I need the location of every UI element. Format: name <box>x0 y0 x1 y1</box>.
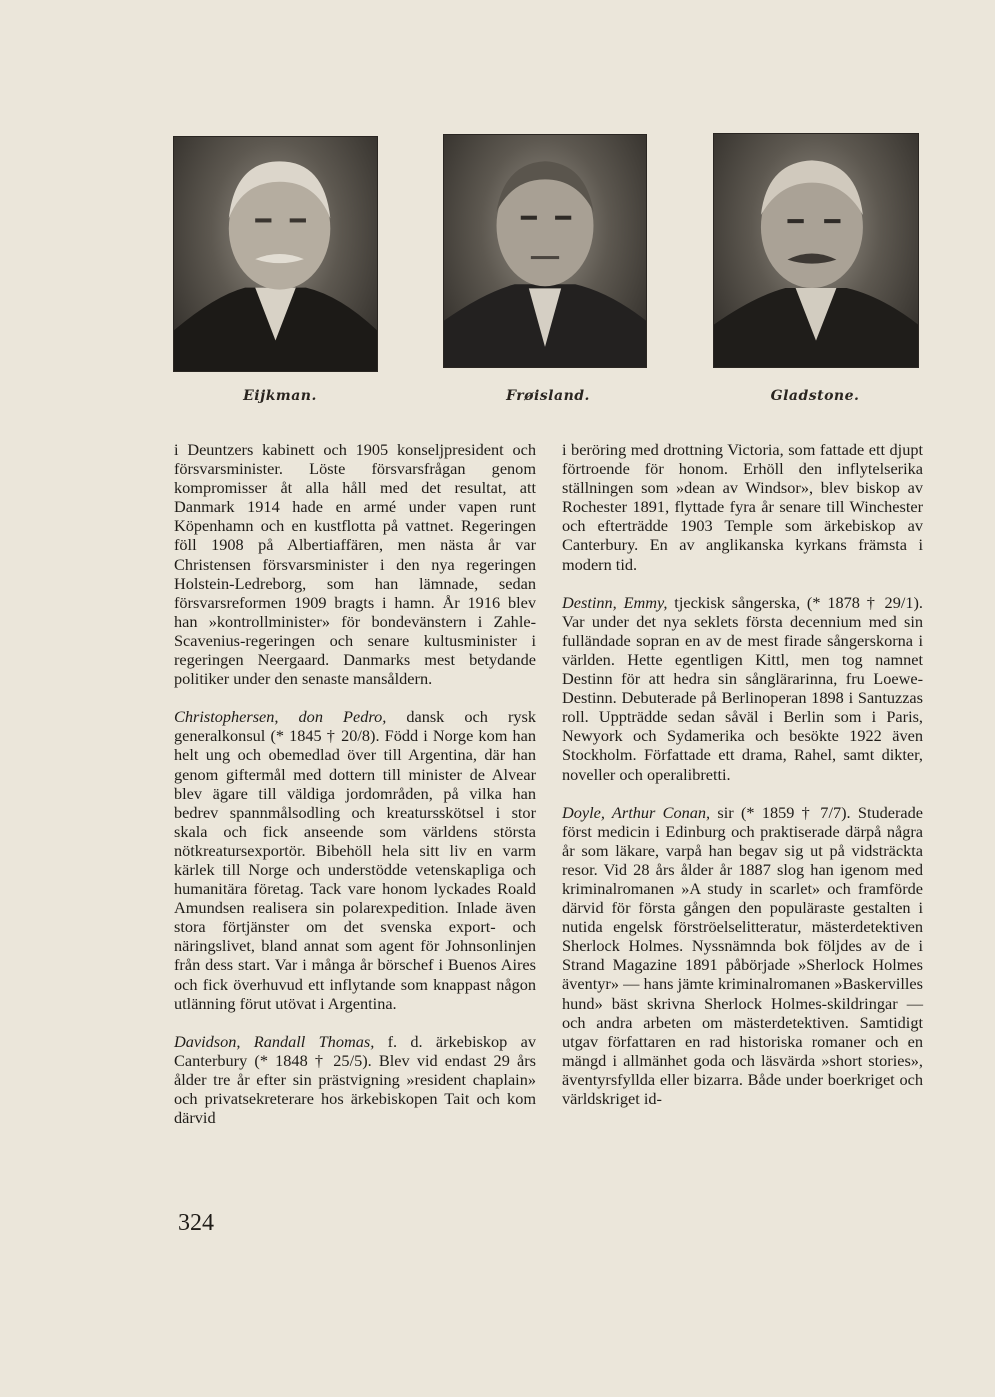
entry-heading: Doyle, Arthur Conan, <box>562 802 711 822</box>
caption-froisland: Frøisland. <box>506 388 590 404</box>
entry-body: sir (* 1859 † 7/7). Studerade först medicin i Edinburg och praktiserade därpå några år som läkare, varpå han begav sig ut på vidsträckta resor. Vid 28 års ålder år 1887 slog han igenom med kriminalromanen »A study in scarlet» och framförde därvid för första gången den populäraste gestalten i nutida engelsk förströelselitteratur, mästerdetektiven Sherlock Holmes. Nyssnämnda bok följdes av de i Strand Magazine 1891 påbörjade »Sherlock Holmes äventyr» — hans jämte kriminalromanen »Baskervilles hund» bäst skrivna Sherlock Holmes-skildringar — och andra arbeten om mästerdetektiven. Samtidigt utgav författaren en rad historiska romaner och en mängd i allmänhet goda och läsvärda »short stories», äventyrsfyllda eller bizarra. Både under boerkriget och världskriget id- <box>562 802 923 1108</box>
portrait-eijkman-image <box>174 137 377 371</box>
entry-christophersen <box>174 707 536 1013</box>
entry-davidson-continuation: i beröring med drottning Victoria, som fattade ett djupt förtroende för honom. Erhöll den inflytelserika ställningen som »dean av Windsor», blev biskop av Rochester 1891, flyttade fyra år senare till Winchester och efterträdde 1903 Temple som ärkebiskop av Canterbury. En av anglikanska kyrkans främsta i modern tid. <box>562 440 923 574</box>
portrait-photo-froisland <box>443 134 647 368</box>
entry-doyle <box>562 803 923 1109</box>
entry-heading: Davidson, Randall Thomas, <box>174 1031 375 1051</box>
portrait-photo-eijkman <box>173 136 378 372</box>
page-number: 324 <box>178 1210 214 1236</box>
portrait-froisland-image <box>444 135 646 367</box>
caption-gladstone: Gladstone. <box>770 388 860 404</box>
entry-heading: Destinn, Emmy, <box>562 592 668 612</box>
entry-heading: Christophersen, don Pedro, <box>174 707 387 727</box>
entry-christensen-continuation: i Deuntzers kabinett och 1905 konseljpresident och försvarsminister. Löste försvarsfrågan genom kompromisser åt alla håll med det resultat, att Danmark 1914 hade en armé under vapen runt Köpenhamn och en kustflotta på vattnet. Regeringen föll 1908 på Albertiaffären, men nästa år var Christensen försvarsminister i den nya regeringen Holstein-Ledreborg, som han lämnade, sedan försvarsreformen 1909 bragts i hamn. År 1916 blev han »kontrollminister» för bondevänstern i Zahle-Scavenius-regeringen och senare kultusminister i regeringen Neergaard. Danmarks mest betydande politiker under den senaste mansåldern. <box>174 440 536 689</box>
entry-body: f. d. ärkebiskop av Canterbury (* 1848 † 25/5). Blev vid endast 29 års ålder tre år efter sin prästvigning »resident chaplain» och privatsekreterare hos ärkebiskopen Tait och kom därvid <box>174 1031 536 1128</box>
entry-body: dansk och rysk generalkonsul (* 1845 † 20/8). Född i Norge kom han helt ung och obemedlad över till Argentina, där han genom giftermål med dottern till minister de Alvear blev ägare till väldiga jordområden, på vilka han bedrev spannmålsodling och kreatursskötsel i stor skala och fick anseende som världens största nötkreatursexportör. Bibehöll hela sitt liv en varm kärlek till Norge och understödde vetenskapliga och humanitära företag. Tack vare honom lyckades Roald Amundsen realisera sin polarexpedition. Inlade även stora förtjänster om det svenska export- och näringslivet, bland annat som agent för Johnsonlinjen från dess start. Var i många år börschef i Buenos Aires och fick överhuvud ett inflytande som knappast någon utlänning förut utövat i Argentina. <box>174 707 536 1013</box>
entry-body: tjeckisk sångerska, (* 1878 † 29/1). Var under det nya seklets första decennium med sin fulländade sopran en av de mest firade sångerskorna i världen. Hette egentligen Kittl, men tog namnet Destinn för att hedra sin sånglärarinna, fru Loewe-Destinn. Debuterade på Berlinoperan 1898 i Santuzzas roll. Uppträdde sedan såväl i Berlin som i Paris, Newyork och Sydamerika och besökte 1922 även Stockholm. Författade ett drama, Rahel, samt dikter, noveller och operalibretti. <box>562 592 923 784</box>
entry-davidson <box>174 1032 536 1127</box>
entry-destinn <box>562 593 923 784</box>
portrait-gladstone-image <box>714 134 918 367</box>
portrait-photo-gladstone <box>713 133 919 368</box>
caption-eijkman: Eijkman. <box>243 388 317 404</box>
right-column <box>562 440 923 1108</box>
left-column <box>174 440 536 1127</box>
